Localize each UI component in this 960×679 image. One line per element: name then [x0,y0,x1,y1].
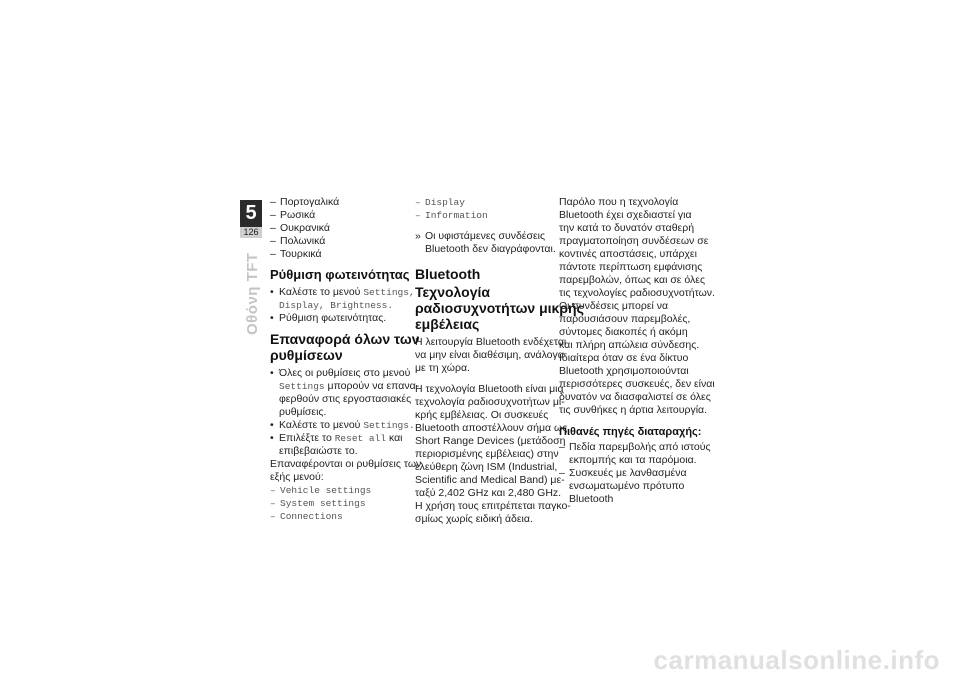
interference-source-cont: ενσωματωμένο πρότυπο [569,480,685,492]
bluetooth-heading: Bluetooth [415,266,481,282]
interference-source-cont: εκπομπής και τα παρόμοια. [569,454,697,466]
restore-text: εξής μενού: [270,471,324,483]
brightness-step: • Ρύθμιση φωτεινότητας. [270,312,410,325]
page-number: 126 [240,227,262,238]
reset-heading: Επαναφορά όλων των ρυθμίσεων [270,331,420,363]
language-item: – Τουρκικά [270,248,410,261]
interference-source: – Πεδία παρεμβολής από ιστούς [559,441,704,454]
bluetooth-availability-paragraph: Η λειτουργία Bluetooth ενδέχεται να μην είναι διαθέσιμη, ανάλογα με τη χώρα. [415,336,567,374]
column-1 [270,196,422,523]
result-note: » Οι υφιστάμενες συνδέσεις [415,230,548,243]
menu-item: – Information [415,209,548,222]
restore-text: Επαναφέρονται οι ρυθμίσεις των [270,458,422,470]
reset-step: • Καλέστε το μενού Settings. [270,419,410,432]
menu-item: – Connections [270,510,410,523]
reset-step: • Όλες οι ρυθμίσεις στο μενού [270,367,410,380]
brightness-step-code: Display, Brightness. [279,300,394,311]
bluetooth-subheading: Τεχνολογία ραδιοσυχνοτήτων μικρής εμβέλειας [415,284,584,332]
brightness-step: • Καλέστε το μενού Settings, [270,286,410,299]
menu-item: – Display [415,196,548,209]
interference-sources-heading: Πιθανές πηγές διαταραχής: [559,426,702,438]
interference-source-cont: Bluetooth [569,493,614,505]
reset-step-cont: φερθούν στις εργοστασιακές [279,393,412,405]
reset-step-cont: επιβεβαιώστε το. [279,445,358,457]
column-2 [415,196,584,526]
reset-step-cont: Settings μπορούν να επανα- [279,380,420,392]
language-item: – Ουκρανικά [270,222,410,235]
column-3 [559,196,715,506]
menu-item: – System settings [270,497,410,510]
reset-step-cont: ρυθμίσεις. [279,406,327,418]
side-section-title: Οθόνη TFT [244,252,261,335]
language-item: – Πολωνικά [270,235,410,248]
bluetooth-description-paragraph: Η τεχνολογία Bluetooth είναι μια τεχνολογία ραδιοσυχνοτήτων μι- κρής εμβέλειας. Οι συσκευές Bluetooth αποστέλλουν σήμα ως Short Range Devices (μετάδοση περιορισμένης εμβέλειας) στην ελεύθερη ζώνη ISM (Industrial, Scientific and Medical Band) με- ταξύ 2,402 GHz και 2,480 GHz. Η χρήση τους επιτρέπεται παγκο- σμίως χωρίς ειδική άδεια. [415,383,571,525]
result-note-cont: Bluetooth δεν διαγράφονται. [425,243,556,255]
language-item: – Ρωσικά [270,209,410,222]
language-item: – Πορτογαλικά [270,196,410,209]
chapter-number: 5 [245,202,257,224]
reset-step: • Επιλέξτε το Reset all και [270,432,410,445]
interference-paragraph: Παρόλο που η τεχνολογία Bluetooth έχει σχεδιαστεί για την κατά το δυνατόν σταθερή πραγματοποίηση συνδέσεων σε κοντινές αποστάσεις, υπάρχει πάντοτε περίπτωση εμφάνισης παρεμβολών, όπως και σε όλες τις τεχνολογίες ραδιοσυχνοτήτων. Οι συνδέσεις μπορεί να παρουσιάσουν παρεμβολές, σύντομες διακοπές ή ακόμη και πλήρη απώλεια σύνδεσης. Ιδιαίτερα όταν σε ένα δίκτυο Bluetooth χρησιμοποιούνται περισσότερες συσκευές, δεν είναι δυνατόν να διασφαλιστεί σε όλες τις συνθήκες η άρτια λειτουργία. [559,196,715,416]
brightness-heading: Ρύθμιση φωτεινότητας [270,267,410,282]
interference-source: – Συσκευές με λανθασμένα [559,467,704,480]
menu-item: – Vehicle settings [270,484,410,497]
watermark: carmanualsonline.info [653,645,940,675]
